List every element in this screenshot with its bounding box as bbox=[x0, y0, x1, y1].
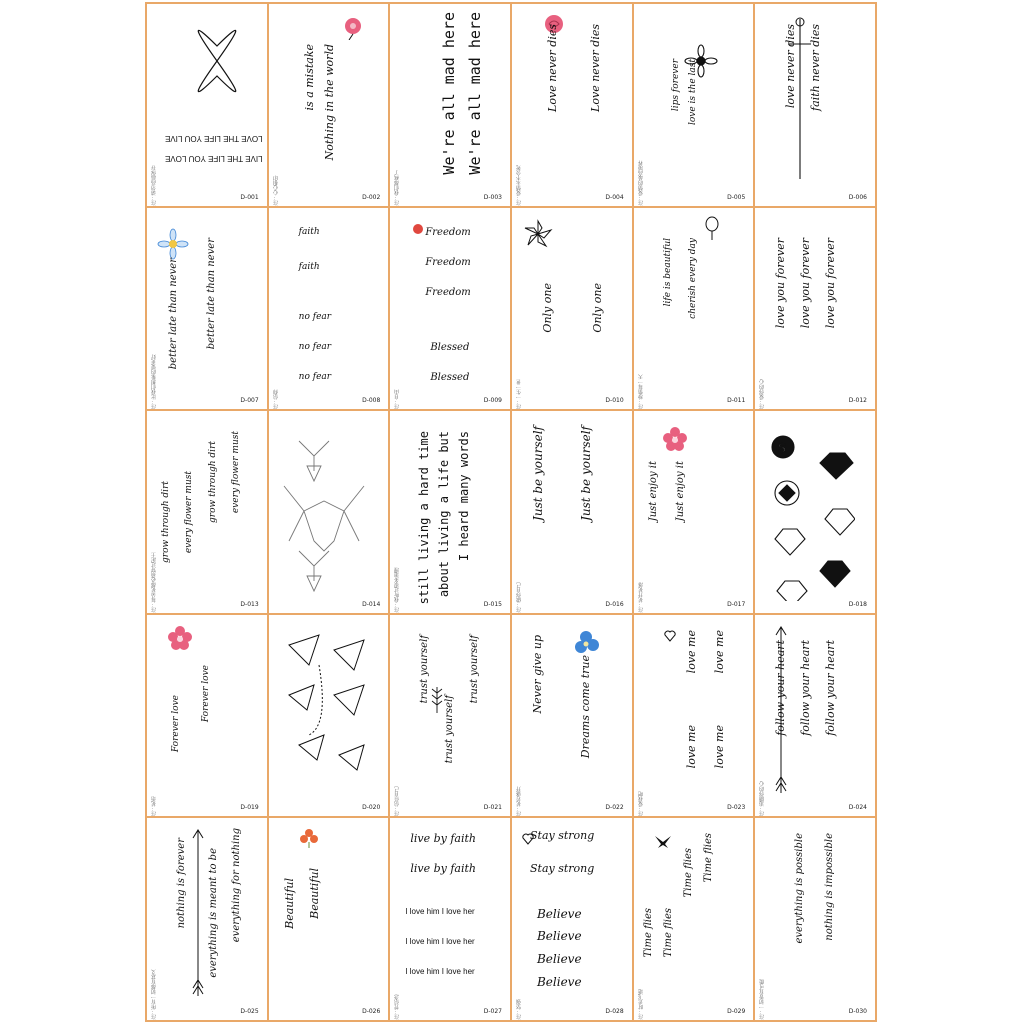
tattoo-phrase: I love him I love her bbox=[405, 907, 475, 917]
tattoo-phrase: Time flies bbox=[702, 833, 714, 883]
tattoo-phrase: Just be yourself bbox=[530, 426, 545, 522]
tattoo-phrase: faith never dies bbox=[809, 24, 823, 111]
tattoo-phrase: Love never dies bbox=[588, 24, 602, 112]
card-code: D-027 bbox=[483, 1008, 502, 1015]
tattoo-phrase: love me bbox=[712, 724, 726, 769]
card-note: 注：做你自己 bbox=[515, 582, 522, 613]
tattoo-phrase: Dreams come true bbox=[578, 654, 592, 759]
tattoo-phrase: trust yourself bbox=[419, 634, 431, 704]
tattoo-phrase: trust yourself bbox=[444, 694, 456, 764]
tattoo-card-d-017 bbox=[634, 411, 754, 613]
tattoo-card-d-016 bbox=[512, 411, 632, 613]
card-code: D-029 bbox=[727, 1008, 746, 1015]
tattoo-phrase: We're all mad here bbox=[440, 12, 459, 175]
tattoo-card-d-026 bbox=[269, 818, 389, 1020]
card-code: D-023 bbox=[727, 804, 746, 812]
card-note: 注：时光飞逝 bbox=[637, 990, 644, 1020]
tattoo-phrase: Believe bbox=[536, 952, 582, 967]
balloon-icon bbox=[704, 216, 720, 244]
tattoo-phrase: LOVE THE LIFE YOU LIVE bbox=[165, 134, 263, 143]
tattoo-phrase: no fear bbox=[298, 311, 332, 322]
tattoo-phrase: faith bbox=[298, 261, 320, 272]
tattoo-card-d-020 bbox=[269, 615, 389, 817]
card-note: 注：花语 bbox=[151, 796, 157, 817]
tattoo-phrase: love is the last bbox=[687, 59, 698, 126]
tattoo-phrase: Freedom bbox=[425, 226, 471, 238]
tattoo-phrase: every flower must bbox=[184, 471, 194, 554]
card-note: 注：我们都疯了 bbox=[394, 170, 401, 206]
tattoo-phrase: Just enjoy it bbox=[647, 461, 659, 522]
tattoo-phrase: Time flies bbox=[642, 908, 654, 958]
tattoo-phrase: still living a hard time bbox=[417, 431, 432, 605]
deer-icon bbox=[279, 431, 369, 605]
card-note: 注：自由 bbox=[394, 389, 401, 410]
tattoo-phrase: follow your heart bbox=[824, 639, 838, 736]
tattoo-card-d-027 bbox=[390, 818, 510, 1020]
tattoo-phrase: everything is meant to be bbox=[208, 848, 219, 979]
tattoo-phrase: follow your heart bbox=[799, 639, 813, 736]
tattoo-phrase: trust yourself bbox=[469, 634, 481, 704]
card-note: 注：所有一切都有意义 bbox=[151, 970, 157, 1020]
card-note: 注：爱情永不会死 bbox=[515, 165, 522, 206]
tattoo-phrase: Believe bbox=[536, 929, 582, 944]
tattoo-card-d-007 bbox=[147, 208, 267, 410]
heart-icon bbox=[664, 627, 676, 646]
swallow-icon bbox=[654, 833, 672, 852]
diamond-icon bbox=[765, 431, 855, 605]
tattoo-phrase: LIVE THE LIFE YOU LOVE bbox=[165, 154, 263, 163]
tattoo-card-d-010 bbox=[512, 208, 632, 410]
tattoo-card-d-011 bbox=[634, 208, 754, 410]
card-note: 注：信任自己 bbox=[394, 786, 401, 817]
tattoo-phrase: Freedom bbox=[425, 256, 471, 268]
card-code: D-001 bbox=[240, 193, 259, 201]
tattoo-phrase: every flower must bbox=[231, 431, 241, 514]
tattoo-phrase: Just enjoy it bbox=[674, 461, 686, 522]
tattoo-phrase: live by faith bbox=[410, 862, 476, 876]
leaf-icon bbox=[430, 685, 444, 719]
infinity-icon bbox=[187, 16, 247, 110]
tattoo-phrase: grow through dirt bbox=[208, 441, 218, 524]
card-code: D-014 bbox=[362, 600, 381, 608]
card-note: 注：爱你的心 bbox=[759, 379, 766, 410]
tattoo-phrase: cherish every day bbox=[687, 237, 698, 319]
card-code: D-003 bbox=[483, 193, 502, 201]
card-note: 注：花若盛开 bbox=[515, 786, 522, 817]
tattoo-card-d-021 bbox=[390, 615, 510, 817]
card-code: D-028 bbox=[605, 1008, 624, 1015]
paper-plane-icon bbox=[279, 625, 369, 799]
pink-flower-icon bbox=[339, 12, 367, 44]
tattoo-phrase: Stay strong bbox=[529, 829, 595, 843]
card-code: D-006 bbox=[848, 193, 867, 201]
tattoo-phrase: Just be yourself bbox=[578, 426, 593, 522]
tattoo-phrase: better late than never bbox=[206, 237, 217, 349]
card-note: 注：一切皆有可能 bbox=[759, 980, 766, 1020]
tattoo-card-d-030 bbox=[755, 818, 875, 1020]
card-note: 注：一生一世 bbox=[515, 379, 522, 410]
tattoo-card-d-015 bbox=[390, 411, 510, 613]
card-code: D-016 bbox=[605, 600, 624, 608]
tattoo-phrase: everything is possible bbox=[794, 833, 806, 944]
pink-blossom-icon bbox=[167, 625, 193, 655]
card-code: D-010 bbox=[605, 397, 624, 405]
tattoo-phrase: Forever love bbox=[201, 664, 211, 722]
card-note: 注：比我们想象的要更好 bbox=[151, 354, 157, 410]
tattoo-card-d-002 bbox=[269, 4, 389, 206]
card-code: D-025 bbox=[240, 1008, 259, 1015]
tattoo-phrase: better late than never bbox=[168, 257, 179, 369]
card-note: 注：信仰 bbox=[272, 389, 279, 410]
card-code: D-015 bbox=[483, 600, 502, 608]
card-code: D-024 bbox=[848, 804, 867, 812]
tattoo-phrase: love never dies bbox=[784, 24, 798, 109]
pink-blossom-icon bbox=[662, 426, 688, 456]
card-note: 注：爱我吧 bbox=[637, 791, 644, 817]
card-code: D-021 bbox=[483, 804, 502, 812]
tattoo-phrase: Beautiful bbox=[282, 878, 296, 930]
tattoo-card-d-012 bbox=[755, 208, 875, 410]
tattoo-card-d-009 bbox=[390, 208, 510, 410]
tattoo-phrase: life is beautiful bbox=[662, 237, 673, 306]
card-code: D-011 bbox=[727, 397, 746, 405]
card-code: D-005 bbox=[727, 193, 746, 201]
card-code: D-022 bbox=[605, 804, 624, 812]
tattoo-card-d-025 bbox=[147, 818, 267, 1020]
tattoo-card-d-018 bbox=[755, 411, 875, 613]
tattoo-phrase: Never give up bbox=[530, 634, 544, 714]
tattoo-phrase: no fear bbox=[298, 371, 332, 382]
lily-icon bbox=[522, 218, 554, 254]
tattoo-sticker-sheet bbox=[145, 2, 877, 1022]
tattoo-phrase: Believe bbox=[536, 975, 582, 990]
tattoo-phrase: nothing is forever bbox=[176, 838, 187, 929]
tattoo-phrase: love me bbox=[684, 724, 698, 769]
card-code: D-019 bbox=[240, 804, 259, 812]
tattoo-phrase: Blessed bbox=[430, 341, 470, 353]
card-note: 注：我听过很多道理 bbox=[394, 567, 401, 613]
card-note: 注：追随你的心 bbox=[759, 781, 766, 817]
tattoo-phrase: live by faith bbox=[410, 832, 476, 846]
tattoo-phrase: Only one bbox=[540, 282, 554, 333]
card-note: 注：请勿高温保存 bbox=[151, 165, 157, 206]
tattoo-phrase: love you forever bbox=[824, 237, 838, 328]
tattoo-phrase: Time flies bbox=[662, 908, 674, 958]
tattoo-phrase: I heard many words bbox=[457, 431, 472, 562]
tattoo-phrase: about living a life but bbox=[437, 431, 452, 598]
red-flower-icon bbox=[412, 220, 424, 239]
arrow-icon bbox=[192, 828, 204, 1002]
card-code: D-009 bbox=[483, 397, 502, 405]
tattoo-phrase: Forever love bbox=[171, 694, 181, 752]
card-code: D-026 bbox=[362, 1008, 381, 1015]
tattoo-card-d-028 bbox=[512, 818, 632, 1020]
card-code: D-004 bbox=[605, 193, 624, 201]
tattoo-card-d-001 bbox=[147, 4, 267, 206]
tattoo-phrase: follow your heart bbox=[774, 639, 788, 736]
tattoo-phrase: Beautiful bbox=[307, 868, 321, 920]
tattoo-card-d-003 bbox=[390, 4, 510, 206]
svg-text:$: $ bbox=[778, 441, 787, 457]
tattoo-phrase: no fear bbox=[298, 341, 332, 352]
tattoo-card-d-008 bbox=[269, 208, 389, 410]
card-code: D-017 bbox=[727, 600, 746, 608]
card-note: 注：爱情的最高境界 bbox=[637, 160, 644, 206]
tattoo-phrase: I love him I love her bbox=[405, 967, 475, 977]
tattoo-card-d-022 bbox=[512, 615, 632, 817]
tattoo-phrase: faith bbox=[298, 226, 320, 237]
tattoo-phrase: I love him I love her bbox=[405, 937, 475, 947]
tattoo-phrase: love me bbox=[712, 629, 726, 674]
tattoo-phrase: everything for nothing bbox=[231, 828, 242, 943]
tattoo-phrase: Stay strong bbox=[529, 862, 595, 876]
tattoo-phrase: lips forever bbox=[670, 59, 681, 112]
tattoo-card-d-019 bbox=[147, 615, 267, 817]
tattoo-phrase: love you forever bbox=[799, 237, 813, 328]
tattoo-phrase: Only one bbox=[590, 282, 604, 333]
tattoo-card-d-014 bbox=[269, 411, 389, 613]
card-code: D-030 bbox=[848, 1008, 867, 1015]
card-note: 注：珍惜每一天 bbox=[637, 374, 644, 410]
tattoo-phrase: love me bbox=[684, 629, 698, 674]
tattoo-card-d-023 bbox=[634, 615, 754, 817]
orange-flower-icon bbox=[299, 828, 319, 852]
tattoo-phrase: Freedom bbox=[425, 286, 471, 298]
card-code: D-020 bbox=[362, 804, 381, 812]
tattoo-phrase: Blessed bbox=[430, 371, 470, 383]
tattoo-card-d-029 bbox=[634, 818, 754, 1020]
tattoo-phrase: Believe bbox=[536, 907, 582, 922]
tattoo-card-d-006 bbox=[755, 4, 875, 206]
card-code: D-002 bbox=[362, 193, 381, 201]
card-note: 注：凭信念 bbox=[394, 995, 401, 1020]
tattoo-phrase: nothing is impossible bbox=[824, 833, 836, 942]
card-code: D-012 bbox=[848, 397, 867, 405]
card-note: 注：花开花落 bbox=[637, 582, 644, 613]
tattoo-phrase: grow through dirt bbox=[161, 481, 171, 564]
card-note: 注：每朵花都必须穿过泥土 bbox=[151, 552, 157, 613]
tattoo-phrase: Nothing in the world bbox=[322, 44, 336, 161]
tattoo-phrase: love you forever bbox=[774, 237, 788, 328]
card-note: 注：心心相印 bbox=[272, 175, 279, 206]
card-note: 注：坚强 bbox=[515, 1000, 522, 1020]
tattoo-phrase: Time flies bbox=[682, 848, 694, 898]
tattoo-card-d-024 bbox=[755, 615, 875, 817]
tattoo-card-d-005 bbox=[634, 4, 754, 206]
tattoo-phrase: We're all mad here bbox=[466, 12, 485, 175]
card-code: D-018 bbox=[848, 600, 867, 608]
card-code: D-008 bbox=[362, 397, 381, 405]
card-code: D-013 bbox=[240, 600, 259, 608]
tattoo-card-d-013 bbox=[147, 411, 267, 613]
tattoo-phrase: Love never dies bbox=[545, 24, 559, 112]
tattoo-card-d-004 bbox=[512, 4, 632, 206]
tattoo-phrase: is a mistake bbox=[302, 44, 316, 111]
card-code: D-007 bbox=[240, 397, 259, 405]
